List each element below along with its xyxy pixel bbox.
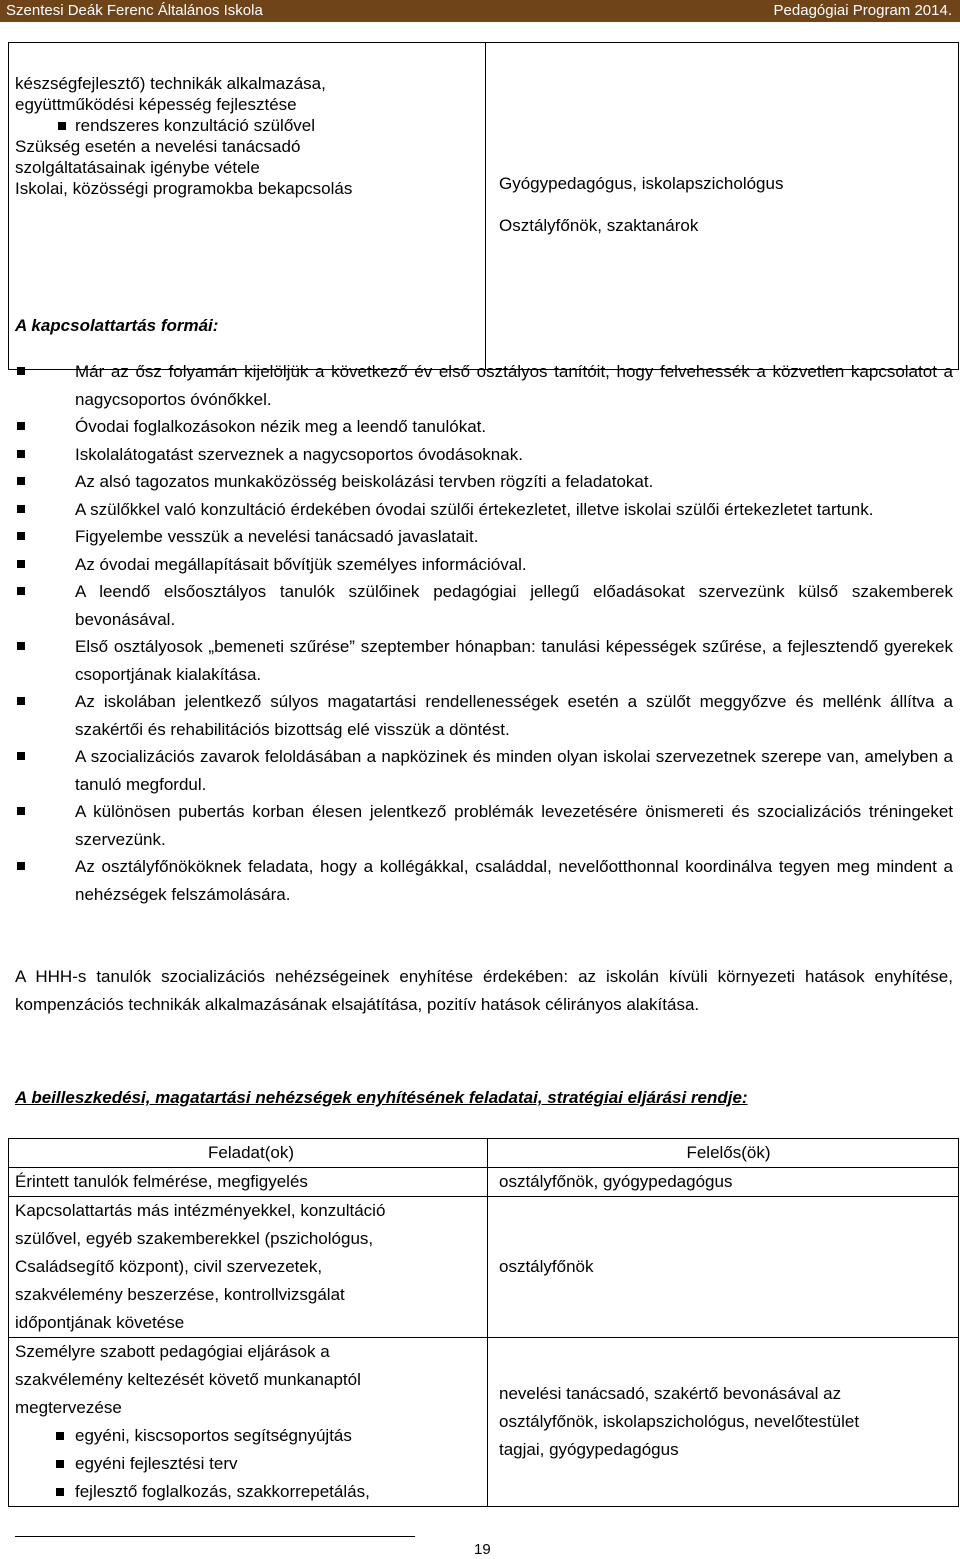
list-item-text: A különösen pubertás korban élesen jelentkező problémák levezetésére önismereti és szocializációs tréningeket szervezünk.	[75, 802, 953, 849]
page-header	[0, 0, 960, 22]
list-item	[15, 358, 953, 413]
table-row	[9, 1197, 959, 1338]
column-header: Felelős(ök)	[488, 1139, 959, 1168]
bullet-icon	[17, 367, 25, 375]
list-item-text: Óvodai foglalkozásokon nézik meg a leendő tanulókat.	[75, 417, 487, 436]
table-row	[9, 1338, 959, 1507]
list-item	[15, 798, 953, 853]
bullet-icon	[56, 1488, 64, 1496]
page-number: 19	[474, 1541, 491, 1558]
bullet-item	[15, 1450, 487, 1478]
list-item-text: Az óvodai megállapításait bővítjük személyes információval.	[75, 554, 527, 574]
table-cell-responsible	[486, 43, 959, 370]
bullet-icon	[17, 477, 25, 485]
list-item-text: A szülőkkel való konzultáció érdekében óvodai szülői értekezletet, illetve iskolai szülői értekezletet tartunk.	[75, 499, 874, 519]
list-item	[15, 688, 953, 743]
body-paragraph: A HHH-s tanulók szocializációs nehézségeinek enyhítése érdekében: az iskolán kívüli környezeti hatások enyhítése, kompenzációs technikák alkalmazásának elsajátítása, pozitív hatások célirányos alakítása.	[15, 967, 953, 1014]
bullet-icon	[17, 697, 25, 705]
program-title: Pedagógiai Program 2014.	[773, 2, 952, 19]
cell-line: készségfejlesztő) technikák alkalmazása,	[15, 74, 326, 93]
bullet-icon	[17, 807, 25, 815]
school-name: Szentesi Deák Ferenc Általános Iskola	[6, 2, 263, 19]
table-cell	[488, 1338, 959, 1507]
cell-line: megtervezése	[15, 1398, 122, 1417]
cell-line: időpontjának követése	[15, 1313, 185, 1332]
bullet-icon	[17, 422, 25, 430]
list-item	[15, 523, 953, 551]
list-item-text: Már az ősz folyamán kijelöljük a következő év első osztályos tanítóit, hogy felvehessék a közvetlen kapcsolatot a nagycsoportos óvónőkkel.	[75, 362, 953, 409]
list-item-text: A szocializációs zavarok feloldásában a napközinek és minden olyan iskolai szervezetnek szerepe van, amelyben a tanuló megfordul.	[75, 747, 953, 794]
bullet-item	[15, 1478, 487, 1506]
list-item-text: Figyelembe vesszük a nevelési tanácsadó javaslatait.	[75, 527, 479, 546]
list-item-text: Iskolalátogatást szerveznek a nagycsoportos óvodásoknak.	[75, 444, 523, 464]
table-cell: osztályfőnök	[488, 1197, 959, 1338]
bullet-icon	[17, 505, 25, 513]
bullet-icon	[56, 1432, 64, 1440]
table-cell	[9, 1338, 488, 1507]
cell-line: szakvélemény keltezését követő munkanaptól	[15, 1370, 361, 1389]
list-item	[15, 496, 953, 524]
list-item	[15, 743, 953, 798]
bullet-item	[15, 1422, 487, 1450]
table-row	[9, 1168, 959, 1197]
bullet-list	[15, 358, 953, 908]
list-item-text: Az alsó tagozatos munkaközösség beiskolázási tervben rögzíti a feladatokat.	[75, 472, 654, 491]
cell-line: Családsegítő központ), civil szervezetek,	[15, 1257, 323, 1276]
list-item-text: Az iskolában jelentkező súlyos magatartási rendellenességek esetén a szülőt meggyőzve és mellénk állítva a szakértői és rehabilitációs bizottság elé visszük a döntést.	[75, 692, 953, 739]
cell-line: szülővel, egyéb szakemberekkel (pszichológus,	[15, 1229, 374, 1248]
bullet-icon	[17, 450, 25, 458]
bullet-item	[15, 115, 485, 136]
section-heading: A beilleszkedési, magatartási nehézségek enyhítésének feladatai, stratégiai eljárási rendje:	[15, 1088, 748, 1107]
list-item	[15, 551, 953, 579]
cell-line: együttműködési képesség fejlesztése	[15, 95, 297, 114]
list-item	[15, 413, 953, 441]
footer-divider	[15, 1536, 415, 1537]
bullet-icon	[17, 532, 25, 540]
list-item	[15, 468, 953, 496]
section-heading: A kapcsolattartás formái:	[15, 316, 219, 335]
cell-line: szakvélemény beszerzése, kontrollvizsgálat	[15, 1285, 345, 1304]
table-header-row	[9, 1139, 959, 1168]
tasks-table	[8, 1138, 959, 1507]
bullet-text: egyéni fejlesztési terv	[75, 1454, 238, 1473]
bullet-text: egyéni, kiscsoportos segítségnyújtás	[75, 1426, 352, 1445]
list-item-text: A leendő elsőosztályos tanulók szülőinek pedagógiai jellegű előadásokat szervezünk külső szakemberek bevonásával.	[75, 582, 953, 629]
bullet-icon	[17, 587, 25, 595]
list-item	[15, 441, 953, 469]
list-item-text: Az osztályfőnököknek feladata, hogy a kollégákkal, családdal, nevelőotthonnal koordinálva tegyen meg mindent a nehézségek felszámolására.	[75, 857, 953, 904]
table-cell	[9, 1197, 488, 1338]
bullet-icon	[17, 752, 25, 760]
cell-line: Kapcsolattartás más intézményekkel, konzultáció	[15, 1201, 386, 1220]
column-header: Feladat(ok)	[9, 1139, 488, 1168]
cell-line: szolgáltatásainak igénybe vétele	[15, 158, 260, 177]
bullet-text: fejlesztő foglalkozás, szakkorrepetálás,	[75, 1482, 370, 1501]
bullet-icon	[58, 122, 66, 130]
cell-line: Osztályfőnök, szaktanárok	[499, 216, 699, 235]
list-item	[15, 633, 953, 688]
cell-line: osztályfőnök, iskolapszichológus, nevelőtestület	[499, 1412, 860, 1431]
bullet-icon	[17, 862, 25, 870]
bullet-icon	[17, 642, 25, 650]
cell-line: Iskolai, közösségi programokba bekapcsolás	[15, 179, 353, 198]
cell-line: Szükség esetén a nevelési tanácsadó	[15, 137, 301, 156]
table-cell: Érintett tanulók felmérése, megfigyelés	[9, 1168, 488, 1197]
bullet-text: rendszeres konzultáció szülővel	[75, 116, 316, 135]
list-item	[15, 853, 953, 908]
bullet-icon	[17, 560, 25, 568]
list-item-text: Első osztályosok „bemeneti szűrése” szeptember hónapban: tanulási képességek szűrése, a fejlesztendő gyerekek csoportjának kialakítása.	[75, 637, 953, 684]
cell-line: Személyre szabott pedagógiai eljárások a	[15, 1342, 330, 1361]
list-item	[15, 578, 953, 633]
cell-line: tagjai, gyógypedagógus	[499, 1440, 679, 1459]
table-cell: osztályfőnök, gyógypedagógus	[488, 1168, 959, 1197]
bullet-icon	[56, 1460, 64, 1468]
cell-line: Gyógypedagógus, iskolapszichológus	[499, 174, 784, 193]
cell-line: nevelési tanácsadó, szakértő bevonásával az	[499, 1384, 842, 1403]
